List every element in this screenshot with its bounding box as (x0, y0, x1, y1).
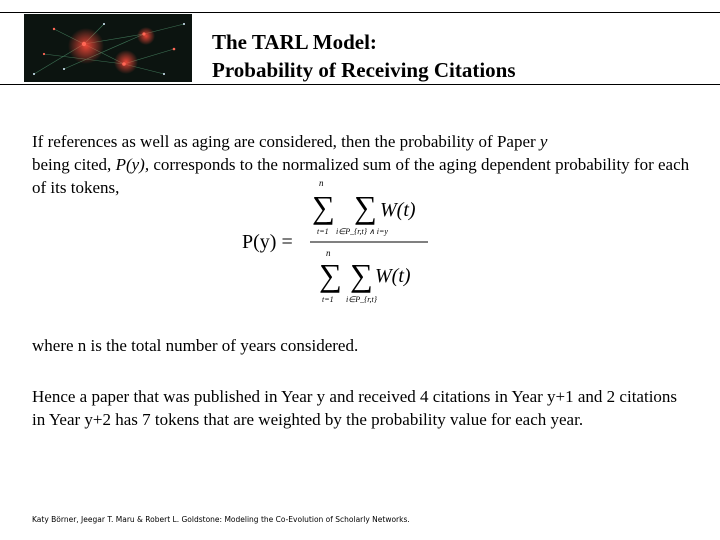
den-outer-index: t=1 (322, 295, 334, 304)
footer-credit: Katy Börner, Jeegar T. Maru & Robert L. Goldstone: Modeling the Co-Evolution of Scholarly Networks. (32, 515, 410, 524)
slide-title (212, 28, 516, 84)
p1-paper-y: y (539, 132, 548, 151)
num-upper-limit: n (319, 178, 324, 188)
num-outer-sum: ∑ (312, 189, 335, 225)
paragraph-example: Hence a paper that was published in Year y and received 4 citations in Year y+1 and 2 citations in Year y+2 has 7 tokens that are weighted by the probability value for each year. (32, 387, 678, 429)
den-outer-sum: ∑ (319, 257, 342, 293)
den-inner-sum: ∑ (350, 257, 373, 293)
num-inner-sum: ∑ (354, 189, 377, 225)
formula-lhs: P(y) = (242, 231, 293, 253)
title-line-2: Probability of Receiving Citations (212, 58, 516, 82)
p1-text-c: corresponds to the normalized sum of the aging dependent probability for each of its tokens, (32, 155, 690, 197)
header-rule (0, 84, 720, 85)
p1-text-b: being cited, (32, 155, 116, 174)
title-line-1: The TARL Model: (212, 30, 377, 54)
num-term: W(t) (380, 199, 416, 221)
den-inner-index: i∈P_{r,t} (346, 295, 377, 304)
num-inner-index: i∈P_{r,t} ∧ i=y (336, 227, 388, 236)
probability-formula (240, 178, 440, 308)
top-rule (0, 12, 720, 13)
p1-py-symbol: P(y), (115, 155, 150, 174)
p1-text-a: If references as well as aging are considered, then the probability of Paper (32, 132, 540, 151)
den-upper-limit: n (326, 248, 331, 258)
den-term: W(t) (375, 265, 411, 287)
num-outer-index: t=1 (317, 227, 329, 236)
network-visualization-logo (24, 14, 192, 82)
paragraph-n-definition: where n is the total number of years considered. (32, 336, 359, 355)
